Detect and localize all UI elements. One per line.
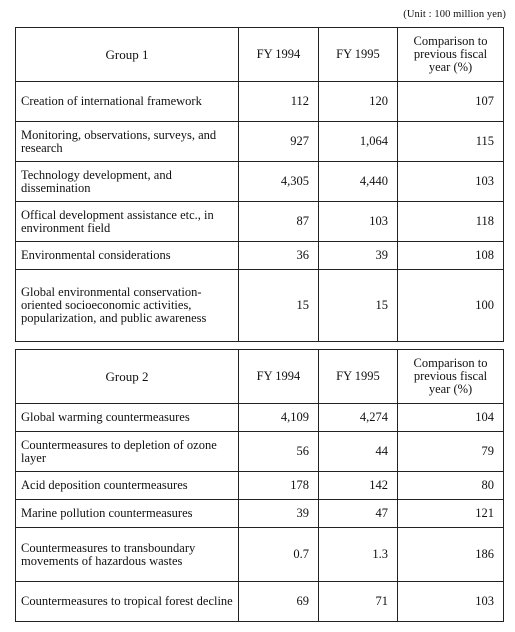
group2-header-comparison: Comparison to previous fiscal year (%): [398, 350, 504, 404]
group2-header-fy1994: FY 1994: [239, 350, 319, 404]
cell-fy1994: 15: [239, 270, 319, 342]
table-row: [16, 472, 504, 500]
group2-title: Group 2: [16, 350, 239, 404]
row-label: Global environmental conservation-oriented socioeconomic activities, popularization, and public awareness: [16, 270, 239, 342]
cell-fy1995: 71: [319, 582, 398, 622]
group2-header-fy1995: FY 1995: [319, 350, 398, 404]
group2-table: [15, 349, 504, 622]
cell-comparison: 80: [398, 472, 504, 500]
row-label: Offical development assistance etc., in environment field: [16, 202, 239, 242]
row-label: Global warming countermeasures: [16, 404, 239, 432]
cell-comparison: 108: [398, 242, 504, 270]
cell-fy1995: 44: [319, 432, 398, 472]
group1-header-fy1995: FY 1995: [319, 28, 398, 82]
cell-comparison: 79: [398, 432, 504, 472]
table-row: [16, 242, 504, 270]
group2-header-row: [16, 350, 504, 404]
table-row: [16, 270, 504, 342]
table-row: [16, 582, 504, 622]
cell-fy1994: 87: [239, 202, 319, 242]
cell-fy1994: 112: [239, 82, 319, 122]
cell-comparison: 115: [398, 122, 504, 162]
group1-header-comparison: Comparison to previous fiscal year (%): [398, 28, 504, 82]
cell-fy1995: 39: [319, 242, 398, 270]
cell-fy1995: 103: [319, 202, 398, 242]
table-row: [16, 404, 504, 432]
table-row: [16, 82, 504, 122]
table-row: [16, 528, 504, 582]
cell-fy1995: 47: [319, 500, 398, 528]
cell-fy1995: 120: [319, 82, 398, 122]
row-label: Countermeasures to depletion of ozone layer: [16, 432, 239, 472]
cell-fy1994: 0.7: [239, 528, 319, 582]
group1-table: [15, 27, 504, 342]
group1-header-fy1994: FY 1994: [239, 28, 319, 82]
cell-comparison: 121: [398, 500, 504, 528]
cell-comparison: 103: [398, 162, 504, 202]
cell-fy1994: 69: [239, 582, 319, 622]
cell-fy1994: 927: [239, 122, 319, 162]
table-row: [16, 202, 504, 242]
cell-fy1994: 36: [239, 242, 319, 270]
table-row: [16, 432, 504, 472]
cell-fy1994: 56: [239, 432, 319, 472]
cell-comparison: 100: [398, 270, 504, 342]
row-label: Acid deposition countermeasures: [16, 472, 239, 500]
row-label: Technology development, and dissemination: [16, 162, 239, 202]
cell-comparison: 104: [398, 404, 504, 432]
cell-comparison: 107: [398, 82, 504, 122]
cell-comparison: 103: [398, 582, 504, 622]
cell-fy1995: 1,064: [319, 122, 398, 162]
cell-fy1994: 4,305: [239, 162, 319, 202]
table-row: [16, 122, 504, 162]
group1-title: Group 1: [16, 28, 239, 82]
cell-fy1994: 39: [239, 500, 319, 528]
cell-fy1994: 4,109: [239, 404, 319, 432]
cell-fy1995: 4,440: [319, 162, 398, 202]
group1-header-row: [16, 28, 504, 82]
cell-fy1995: 142: [319, 472, 398, 500]
table-row: [16, 500, 504, 528]
row-label: Countermeasures to tropical forest decline: [16, 582, 239, 622]
row-label: Marine pollution countermeasures: [16, 500, 239, 528]
row-label: Monitoring, observations, surveys, and research: [16, 122, 239, 162]
cell-fy1994: 178: [239, 472, 319, 500]
cell-fy1995: 15: [319, 270, 398, 342]
cell-fy1995: 4,274: [319, 404, 398, 432]
table-row: [16, 162, 504, 202]
cell-comparison: 186: [398, 528, 504, 582]
row-label: Countermeasures to transboundary movements of hazardous wastes: [16, 528, 239, 582]
row-label: Environmental considerations: [16, 242, 239, 270]
unit-note: (Unit : 100 million yen): [403, 9, 506, 20]
cell-fy1995: 1.3: [319, 528, 398, 582]
cell-comparison: 118: [398, 202, 504, 242]
row-label: Creation of international framework: [16, 82, 239, 122]
